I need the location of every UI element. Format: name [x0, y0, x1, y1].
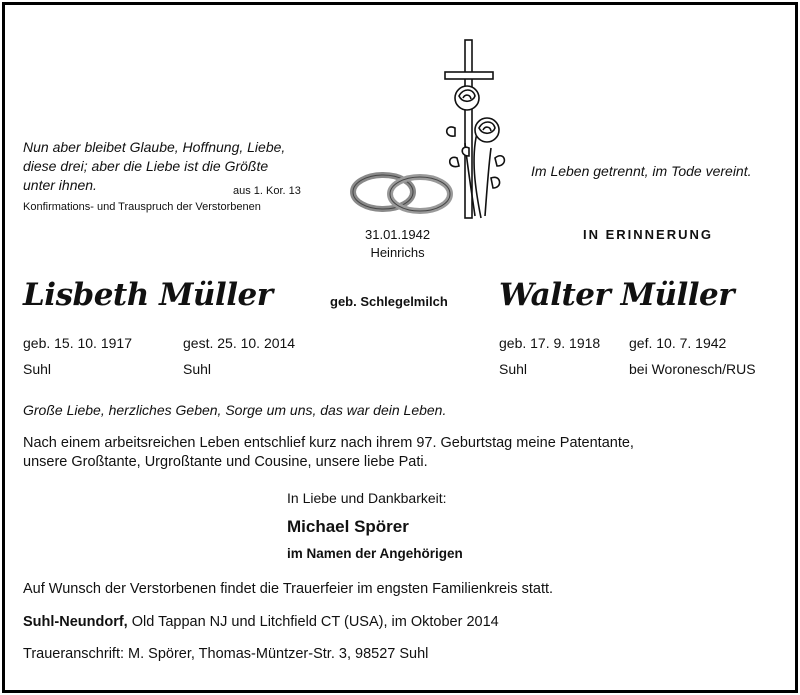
birth-date-1: geb. 15. 10. 1917: [23, 335, 132, 351]
death-place-1: Suhl: [183, 361, 212, 377]
wedding-info: [365, 226, 430, 262]
wedding-date: 31.01.1942: [365, 227, 431, 242]
place-and-date: [23, 614, 499, 630]
signer-name: Michael Spörer: [287, 517, 409, 536]
birth-date-2: geb. 17. 9. 1918: [499, 335, 601, 351]
verse-caption: Konfirmations- und Trauspruch der Verstorbenen: [23, 201, 261, 213]
signature-intro: In Liebe und Dankbarkeit:: [287, 490, 447, 506]
death-date-2: gef. 10. 7. 1942: [629, 335, 727, 351]
place-rest: Old Tappan NJ und Litchfield CT (USA), im Oktober 2014: [127, 614, 499, 630]
mourning-address: Traueranschrift: M. Spörer, Thomas-Müntzer-Str. 3, 98527 Suhl: [23, 646, 429, 662]
wedding-label: Heinrichs: [370, 245, 425, 260]
funeral-note: Auf Wunsch der Verstorbenen findet die Trauerfeier im engsten Familienkreis statt.: [23, 581, 554, 597]
verse-line: Nun aber bleibet Glaube, Hoffnung, Liebe,: [23, 139, 286, 155]
maiden-name: geb. Schlegelmilch: [330, 294, 448, 309]
paragraph-line: unsere Großtante, Urgroßtante und Cousine, unsere liebe Pati.: [23, 454, 428, 470]
verse-reference: aus 1. Kor. 13: [233, 185, 301, 197]
memory-label: IN ERINNERUNG: [583, 227, 714, 242]
bible-verse: [23, 138, 301, 197]
signer-subtitle: im Namen der Angehörigen: [287, 546, 463, 561]
obituary-notice: [2, 2, 798, 693]
verse-line: diese drei; aber die Liebe ist die Größte: [23, 158, 269, 174]
paragraph-line: Nach einem arbeitsreichen Leben entschlief kurz nach ihrem 97. Geburtstag meine Patentante,: [23, 435, 634, 451]
wedding-rings-icon: [350, 168, 455, 216]
death-date-1: gest. 25. 10. 2014: [183, 335, 296, 351]
birth-place-2: Suhl: [499, 361, 528, 377]
verse-line: unter ihnen.: [23, 177, 97, 193]
birth-place-1: Suhl: [23, 361, 52, 377]
obituary-paragraph: [23, 434, 634, 472]
deceased-name-2: Walter Müller: [499, 277, 735, 313]
death-place-2: bei Woronesch/RUS: [629, 361, 756, 377]
deceased-name-1: Lisbeth Müller: [23, 277, 273, 313]
tribute-line: Große Liebe, herzliches Geben, Sorge um uns, das war dein Leben.: [23, 402, 447, 418]
motto: Im Leben getrennt, im Tode vereint.: [531, 163, 752, 179]
place-bold: Suhl-Neundorf,: [23, 614, 128, 630]
